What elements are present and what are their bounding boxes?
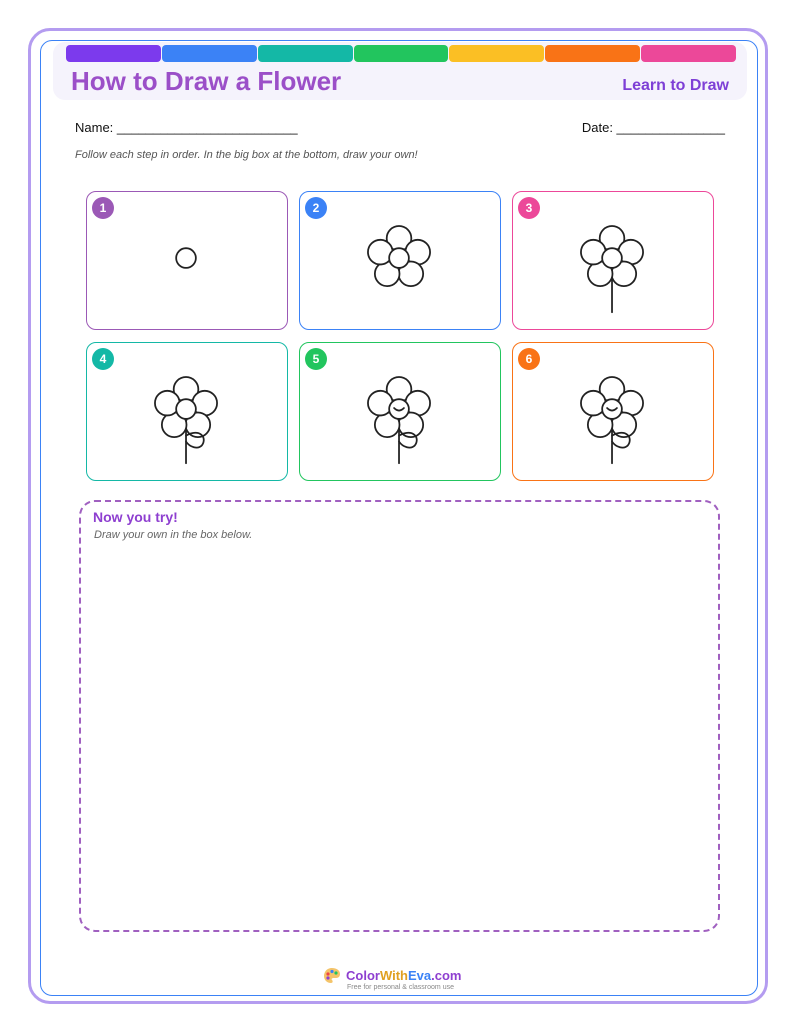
footer-brand-block — [322, 966, 482, 996]
step-number-badge: 5 — [305, 348, 327, 370]
rainbow-strip — [66, 45, 736, 62]
practice-hint: Draw your own in the box below. — [94, 529, 253, 541]
rainbow-segment — [449, 45, 544, 62]
brand-with-text: With — [379, 968, 408, 983]
instructions-text: Follow each step in order. In the big box at the bottom, draw your own! — [75, 149, 418, 161]
practice-title: Now you try! — [93, 509, 178, 525]
flower-circle — [602, 248, 622, 268]
step-box — [299, 342, 501, 481]
brand-eva-text: Eva — [408, 968, 432, 983]
rainbow-segment — [641, 45, 736, 62]
flower-drawing — [87, 192, 287, 329]
rainbow-segment — [258, 45, 353, 62]
flower-drawing — [300, 192, 500, 329]
step-box — [86, 342, 288, 481]
rainbow-segment — [66, 45, 161, 62]
flower-circle — [389, 399, 409, 419]
step-number-badge: 4 — [92, 348, 114, 370]
palette-icon — [322, 966, 342, 986]
rainbow-segment — [545, 45, 640, 62]
flower-circle — [389, 248, 409, 268]
footer-brand — [346, 968, 461, 983]
footer-tagline: Free for personal & classroom use — [347, 984, 454, 991]
flower-drawing — [87, 343, 287, 480]
flower-drawing — [513, 192, 713, 329]
step-box — [512, 342, 714, 481]
name-field[interactable]: Name: _________________________ — [75, 120, 298, 135]
flower-circle — [602, 399, 622, 419]
page-title: How to Draw a Flower — [71, 66, 342, 96]
step-number-badge: 2 — [305, 197, 327, 219]
page-subtitle: Learn to Draw — [622, 77, 729, 94]
date-field[interactable]: Date: _______________ — [581, 120, 725, 135]
flower-drawing — [513, 343, 713, 480]
step-box — [299, 191, 501, 330]
brand-color-text: Color — [346, 968, 380, 983]
flower-drawing — [300, 343, 500, 480]
rainbow-segment — [162, 45, 257, 62]
practice-drawing-box[interactable] — [79, 500, 720, 932]
rainbow-segment — [354, 45, 449, 62]
brand-com-text: .com — [431, 968, 462, 983]
flower-circle — [176, 248, 196, 268]
flower-circle — [176, 399, 196, 419]
step-number-badge: 3 — [518, 197, 540, 219]
step-box — [512, 191, 714, 330]
step-number-badge: 1 — [92, 197, 114, 219]
step-box — [86, 191, 288, 330]
step-number-badge: 6 — [518, 348, 540, 370]
